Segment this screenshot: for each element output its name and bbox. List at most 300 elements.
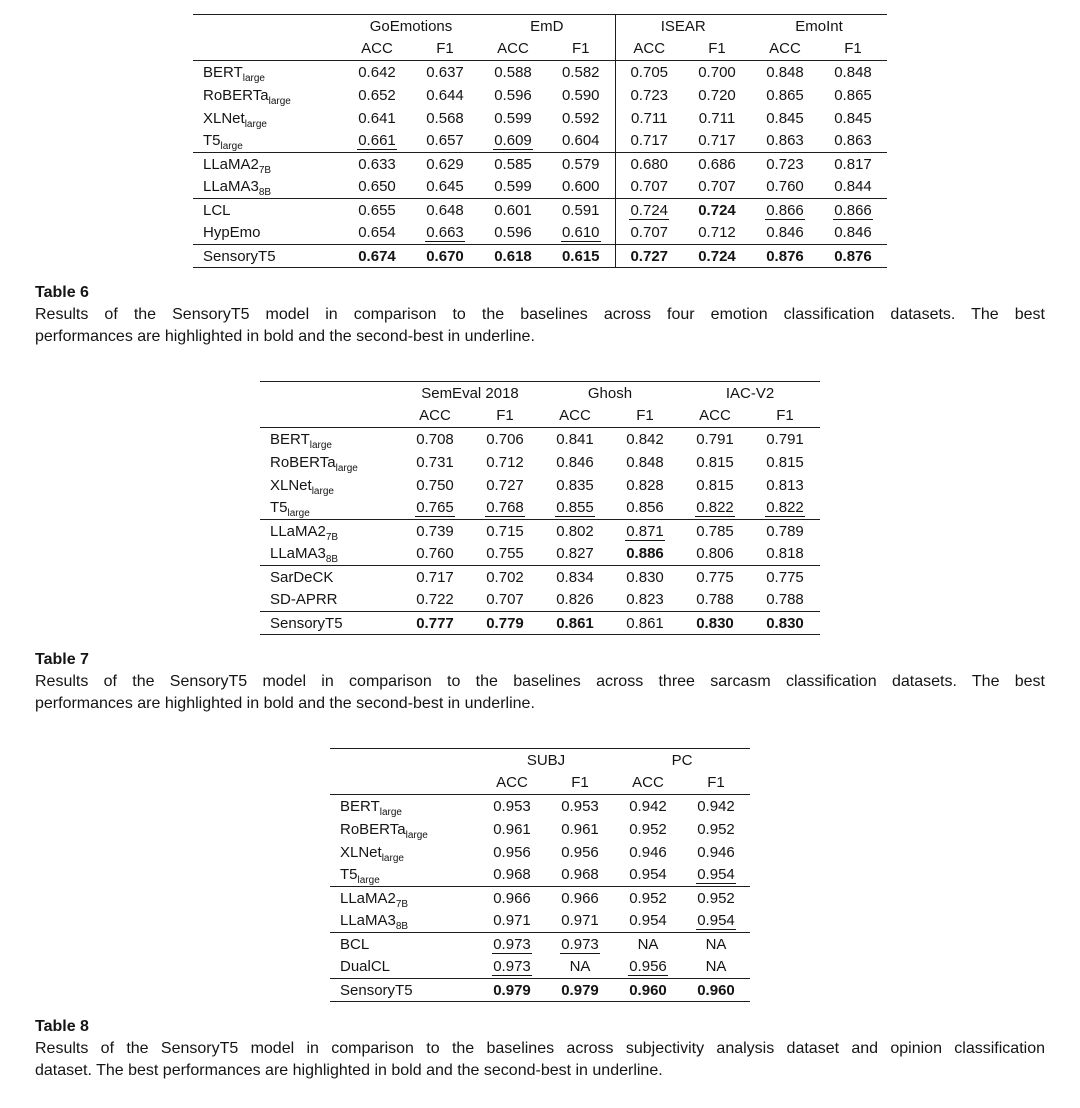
value-cell <box>540 612 610 635</box>
metric-header: F1 <box>750 405 820 428</box>
metric-value: 0.760 <box>416 545 454 563</box>
row-group <box>330 887 750 933</box>
caption-label: Table 8 <box>35 1018 89 1035</box>
row-group <box>330 933 750 979</box>
model-name: XLNet <box>203 109 245 127</box>
dataset-header: SemEval 2018 <box>421 384 519 402</box>
metric-value: 0.828 <box>626 476 664 494</box>
metric-value: 0.961 <box>561 820 599 838</box>
metric-value: 0.722 <box>416 591 454 609</box>
metric-header: F1 <box>546 772 614 795</box>
metric-value: 0.629 <box>426 155 464 173</box>
value-cell <box>819 153 887 176</box>
metric-value: 0.700 <box>698 63 736 81</box>
metric-value: 0.765 <box>416 499 454 517</box>
value-cell <box>547 176 615 199</box>
metric-value: 0.791 <box>696 430 734 448</box>
metric-value: 0.590 <box>561 86 600 104</box>
value-cell <box>680 497 750 520</box>
metric-value: 0.876 <box>766 247 804 265</box>
value-cell <box>343 61 411 84</box>
metric-value: 0.599 <box>494 109 532 127</box>
model-name: BERT <box>203 63 243 81</box>
metric-value: 0.846 <box>834 224 872 242</box>
value-cell <box>547 61 615 84</box>
model-subscript: large <box>287 508 310 520</box>
caption-line: performances are highlighted in bold and the second-best in underline. <box>35 695 535 712</box>
metric-value: 0.657 <box>426 132 464 150</box>
dataset-header-row <box>330 749 750 772</box>
value-cell <box>680 428 750 451</box>
row-group <box>193 153 887 199</box>
model-name: SarDeCK <box>270 568 334 586</box>
value-cell <box>470 451 540 474</box>
value-cell <box>478 933 546 956</box>
model-name: T5 <box>340 866 358 884</box>
value-cell <box>400 428 470 451</box>
metric-value: 0.845 <box>766 109 804 127</box>
value-cell <box>343 130 411 153</box>
table-row <box>193 84 887 107</box>
metric-value: 0.582 <box>561 63 600 81</box>
value-cell <box>546 979 614 1002</box>
model-subscript: large <box>244 118 267 130</box>
metric-value: 0.707 <box>698 178 736 196</box>
metric-value: 0.953 <box>561 797 599 815</box>
model-label <box>193 199 343 222</box>
metric-value: 0.724 <box>630 201 669 219</box>
dataset-header: EmoInt <box>795 17 843 35</box>
metric-value: 0.848 <box>766 63 804 81</box>
metric-value: 0.841 <box>556 430 594 448</box>
metric-value: 0.711 <box>631 109 668 127</box>
value-cell <box>819 61 887 84</box>
table-row <box>330 818 750 841</box>
table-row <box>330 864 750 887</box>
model-label <box>330 979 478 1002</box>
model-subscript: large <box>242 72 265 84</box>
model-subscript: 7B <box>395 898 409 910</box>
dataset-header: EmD <box>530 17 564 35</box>
value-cell <box>751 153 819 176</box>
table-row <box>330 841 750 864</box>
table-row <box>330 979 750 1002</box>
value-cell <box>540 451 610 474</box>
value-cell <box>547 84 615 107</box>
metric-value: 0.731 <box>416 453 454 471</box>
metric-value: 0.775 <box>766 568 804 586</box>
metric-header: F1 <box>819 38 887 61</box>
value-cell <box>615 222 683 245</box>
value-cell <box>478 818 546 841</box>
metric-value: 0.596 <box>494 224 532 242</box>
model-subscript: large <box>335 462 358 474</box>
value-cell <box>547 107 615 130</box>
value-cell <box>540 520 610 543</box>
metric-value: 0.966 <box>493 889 531 907</box>
value-cell <box>680 566 750 589</box>
model-name: LLaMA2 <box>203 155 259 173</box>
caption-line: performances are highlighted in bold and the second-best in underline. <box>35 328 535 345</box>
value-cell <box>819 199 887 222</box>
value-cell <box>479 176 547 199</box>
metric-value: 0.960 <box>629 981 667 999</box>
metric-value: 0.724 <box>698 201 736 219</box>
value-cell <box>470 428 540 451</box>
value-cell <box>479 245 547 268</box>
table-8-subjectivity-results <box>330 748 750 1002</box>
metric-value: 0.717 <box>698 132 736 150</box>
metric-value: 0.674 <box>358 247 396 265</box>
metric-header: ACC <box>479 38 547 61</box>
model-label <box>193 222 343 245</box>
model-name: RoBERTa <box>203 86 269 104</box>
metric-header: F1 <box>411 38 479 61</box>
metric-value: 0.585 <box>494 155 532 173</box>
value-cell <box>343 153 411 176</box>
metric-value: 0.739 <box>416 522 454 540</box>
value-cell <box>614 979 682 1002</box>
value-cell <box>400 520 470 543</box>
value-cell <box>540 497 610 520</box>
model-subscript: 8B <box>325 554 339 566</box>
row-group <box>193 61 887 153</box>
metric-value: 0.592 <box>561 109 600 127</box>
metric-value: 0.960 <box>697 981 735 999</box>
table-row <box>193 61 887 84</box>
metric-value: 0.601 <box>494 201 532 219</box>
metric-value: 0.830 <box>766 614 804 632</box>
metric-header: ACC <box>751 38 819 61</box>
metric-header: ACC <box>615 38 683 61</box>
metric-value: 0.596 <box>494 86 532 104</box>
table-row <box>260 497 820 520</box>
metric-value: 0.599 <box>494 178 532 196</box>
corner-cell <box>330 749 478 772</box>
value-cell <box>680 451 750 474</box>
metric-value: 0.961 <box>493 820 531 838</box>
model-label <box>260 543 400 566</box>
metric-value: 0.727 <box>630 247 669 265</box>
value-cell <box>610 497 680 520</box>
caption-text <box>35 1038 1045 1082</box>
value-cell <box>411 176 479 199</box>
value-cell <box>470 589 540 612</box>
model-subscript: 8B <box>395 921 409 933</box>
value-cell <box>615 199 683 222</box>
metric-value: NA <box>705 935 727 953</box>
metric-value: 0.844 <box>834 178 872 196</box>
value-cell <box>819 245 887 268</box>
metric-value: 0.871 <box>626 522 664 540</box>
metric-value: NA <box>569 958 591 976</box>
row-group <box>193 245 887 268</box>
value-cell <box>610 612 680 635</box>
metric-value: 0.568 <box>426 109 464 127</box>
metric-value: 0.706 <box>486 430 524 448</box>
metric-value: 0.861 <box>556 614 594 632</box>
value-cell <box>546 910 614 933</box>
metric-value: 0.973 <box>493 958 531 976</box>
caption-line: dataset. The best performances are highlighted in bold and the second-best in underline. <box>35 1062 663 1079</box>
metric-value: 0.818 <box>766 545 804 563</box>
model-label <box>260 497 400 520</box>
model-subscript: large <box>220 141 243 153</box>
value-cell <box>682 841 750 864</box>
row-group <box>260 612 820 635</box>
metric-value: 0.953 <box>493 797 531 815</box>
value-cell <box>614 818 682 841</box>
value-cell <box>470 474 540 497</box>
table-row <box>260 589 820 612</box>
corner-cell <box>330 772 478 795</box>
value-cell <box>819 84 887 107</box>
value-cell <box>546 795 614 818</box>
metric-value: 0.802 <box>556 522 594 540</box>
model-subscript: large <box>311 485 334 497</box>
value-cell <box>683 107 751 130</box>
metric-value: 0.760 <box>766 178 804 196</box>
model-label <box>330 933 478 956</box>
value-cell <box>343 199 411 222</box>
model-name: LLaMA3 <box>270 545 326 563</box>
metric-value: 0.971 <box>493 912 531 930</box>
model-name: BERT <box>340 797 380 815</box>
value-cell <box>411 107 479 130</box>
value-cell <box>614 933 682 956</box>
metric-header-row <box>193 38 887 61</box>
value-cell <box>683 61 751 84</box>
row-group <box>260 566 820 612</box>
corner-cell <box>193 15 343 38</box>
model-subscript: 7B <box>325 531 339 543</box>
metric-value: 0.946 <box>697 843 735 861</box>
metric-value: 0.609 <box>494 132 532 150</box>
metric-value: 0.644 <box>426 86 464 104</box>
metric-value: 0.779 <box>486 614 524 632</box>
model-subscript: large <box>405 829 428 841</box>
metric-value: 0.788 <box>766 591 804 609</box>
value-cell <box>750 474 820 497</box>
model-label <box>330 956 478 979</box>
value-cell <box>610 428 680 451</box>
metric-header: ACC <box>680 405 750 428</box>
table-row <box>330 956 750 979</box>
value-cell <box>411 199 479 222</box>
metric-value: 0.715 <box>486 522 524 540</box>
corner-cell <box>260 382 400 405</box>
row-group <box>260 520 820 566</box>
value-cell <box>478 956 546 979</box>
metric-value: 0.755 <box>486 545 524 563</box>
table-header <box>330 749 750 795</box>
value-cell <box>546 818 614 841</box>
value-cell <box>682 956 750 979</box>
model-name: SensoryT5 <box>270 614 343 632</box>
value-cell <box>546 864 614 887</box>
value-cell <box>750 451 820 474</box>
value-cell <box>610 543 680 566</box>
table-8-section <box>35 748 1045 1082</box>
value-cell <box>750 566 820 589</box>
metric-value: 0.830 <box>626 568 664 586</box>
value-cell <box>479 107 547 130</box>
metric-value: 0.785 <box>696 522 734 540</box>
value-cell <box>400 497 470 520</box>
model-label <box>193 176 343 199</box>
model-name: T5 <box>270 499 288 517</box>
model-label <box>260 451 400 474</box>
value-cell <box>751 130 819 153</box>
model-subscript: 8B <box>258 187 272 199</box>
metric-value: 0.866 <box>766 201 804 219</box>
value-cell <box>546 887 614 910</box>
dataset-header: PC <box>671 751 693 769</box>
value-cell <box>547 153 615 176</box>
metric-value: NA <box>637 935 659 953</box>
metric-value: 0.848 <box>834 63 872 81</box>
value-cell <box>614 841 682 864</box>
model-name: LLaMA2 <box>340 889 396 907</box>
metric-value: 0.633 <box>358 155 396 173</box>
model-name: SensoryT5 <box>203 247 276 265</box>
value-cell <box>400 474 470 497</box>
metric-value: 0.670 <box>426 247 464 265</box>
caption-line: Results of the SensoryT5 model in comparison to the baselines across three sarcasm classification datasets. The best <box>35 673 1045 690</box>
table-7-section <box>35 381 1045 715</box>
metric-value: 0.775 <box>696 568 734 586</box>
caption-line: Results of the SensoryT5 model in comparison to the baselines across subjectivity analysis dataset and opinion classification <box>35 1040 1045 1057</box>
metric-value: 0.842 <box>626 430 664 448</box>
metric-value: 0.618 <box>494 247 532 265</box>
value-cell <box>479 130 547 153</box>
value-cell <box>751 199 819 222</box>
corner-cell <box>260 405 400 428</box>
model-name: BERT <box>270 430 310 448</box>
corner-cell <box>193 38 343 61</box>
model-label <box>330 887 478 910</box>
model-subscript: large <box>268 95 291 107</box>
metric-value: 0.615 <box>561 247 600 265</box>
table-row <box>260 566 820 589</box>
value-cell <box>751 222 819 245</box>
dataset-header: IAC-V2 <box>725 384 775 402</box>
model-subscript: large <box>381 852 404 864</box>
metric-value: 0.724 <box>698 247 736 265</box>
model-name: LLaMA3 <box>203 178 259 196</box>
metric-value: 0.727 <box>486 476 524 494</box>
metric-value: 0.966 <box>561 889 599 907</box>
caption-label: Table 7 <box>35 651 89 668</box>
value-cell <box>478 864 546 887</box>
metric-header: ACC <box>400 405 470 428</box>
value-cell <box>750 520 820 543</box>
metric-value: 0.954 <box>697 866 735 884</box>
value-cell <box>615 153 683 176</box>
table-row <box>260 543 820 566</box>
caption-label: Table 6 <box>35 284 89 301</box>
table-row <box>260 451 820 474</box>
model-label <box>330 910 478 933</box>
dataset-header-row <box>193 15 887 38</box>
metric-value: 0.579 <box>561 155 600 173</box>
value-cell <box>400 589 470 612</box>
metric-value: 0.952 <box>697 820 735 838</box>
metric-value: 0.711 <box>698 109 736 127</box>
model-label <box>260 612 400 635</box>
value-cell <box>751 107 819 130</box>
metric-header: ACC <box>478 772 546 795</box>
model-subscript: large <box>379 806 402 818</box>
metric-header: F1 <box>470 405 540 428</box>
value-cell <box>411 153 479 176</box>
value-cell <box>478 795 546 818</box>
dataset-header: GoEmotions <box>369 17 453 35</box>
metric-value: 0.702 <box>486 568 524 586</box>
table-row <box>330 910 750 933</box>
value-cell <box>751 84 819 107</box>
value-cell <box>478 979 546 1002</box>
value-cell <box>680 543 750 566</box>
value-cell <box>610 589 680 612</box>
model-name: LLaMA3 <box>340 912 396 930</box>
table-header <box>193 15 887 61</box>
value-cell <box>614 795 682 818</box>
value-cell <box>683 153 751 176</box>
value-cell <box>751 61 819 84</box>
value-cell <box>683 84 751 107</box>
metric-value: 0.655 <box>358 201 396 219</box>
dataset-header-row <box>260 382 820 405</box>
value-cell <box>400 612 470 635</box>
metric-value: 0.956 <box>561 843 599 861</box>
value-cell <box>479 199 547 222</box>
model-name: SD-APRR <box>270 591 338 609</box>
model-label <box>260 428 400 451</box>
metric-value: 0.835 <box>556 476 594 494</box>
value-cell <box>546 956 614 979</box>
metric-value: 0.952 <box>697 889 735 907</box>
table-row <box>260 474 820 497</box>
metric-value: 0.979 <box>561 981 599 999</box>
metric-value: 0.723 <box>766 155 804 173</box>
metric-value: 0.822 <box>766 499 804 517</box>
table-row <box>193 199 887 222</box>
metric-value: 0.641 <box>358 109 396 127</box>
value-cell <box>470 543 540 566</box>
value-cell <box>682 933 750 956</box>
value-cell <box>615 130 683 153</box>
metric-value: 0.663 <box>426 224 464 242</box>
value-cell <box>680 520 750 543</box>
metric-value: 0.954 <box>697 912 735 930</box>
table-row <box>330 795 750 818</box>
value-cell <box>540 543 610 566</box>
table-6-caption <box>35 282 1045 348</box>
value-cell <box>540 428 610 451</box>
metric-header-row <box>330 772 750 795</box>
metric-value: 0.822 <box>696 499 734 517</box>
dataset-header: Ghosh <box>587 384 633 402</box>
metric-value: 0.968 <box>493 866 531 884</box>
value-cell <box>547 245 615 268</box>
table-row <box>193 245 887 268</box>
value-cell <box>750 612 820 635</box>
value-cell <box>479 84 547 107</box>
metric-value: 0.707 <box>630 178 669 196</box>
model-label <box>260 474 400 497</box>
value-cell <box>615 107 683 130</box>
